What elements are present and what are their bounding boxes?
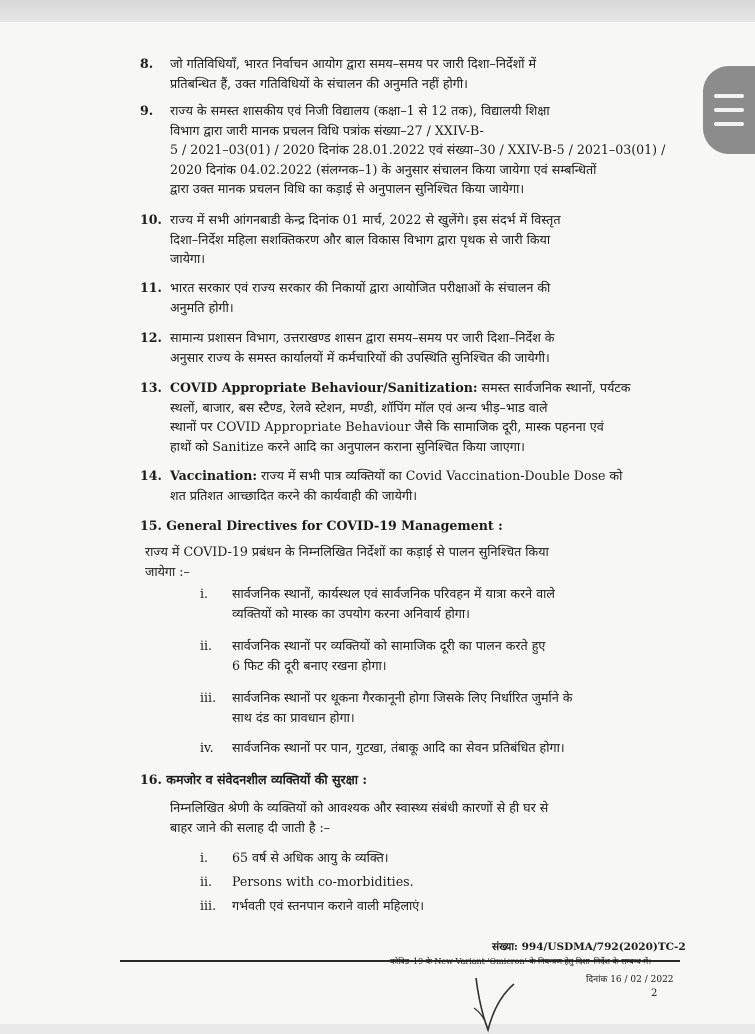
document-page xyxy=(0,22,755,1024)
item-12-text xyxy=(170,328,670,367)
item-number: 8. xyxy=(140,56,154,71)
section-15-heading: 15. General Directives for COVID-19 Management : xyxy=(140,518,503,533)
item-number: 12. xyxy=(140,330,162,345)
text-line: जो गतिविधियाँ, भारत निर्वाचन आयोग द्वारा समय–समय पर जारी दिशा–निर्देशों में xyxy=(170,56,537,71)
item-10-text xyxy=(170,210,670,269)
menu-handle-icon[interactable] xyxy=(703,66,755,154)
item-number: 14. xyxy=(140,468,162,483)
text-line: अनुमति होगी। xyxy=(170,299,234,315)
item-9-text xyxy=(170,101,670,199)
text-line: साथ दंड का प्रावधान होगा। xyxy=(232,709,355,725)
text-line: हाथों को Sanitize करने आदि का अनुपालन कराना सुनिश्चित किया जाएगा। xyxy=(170,438,525,454)
item-11-text xyxy=(170,278,670,317)
section-15-intro xyxy=(145,542,675,581)
section-16-sub-ii xyxy=(200,872,600,892)
section-16-intro xyxy=(170,798,680,837)
roman-numeral: iii. xyxy=(200,690,217,705)
text-line: जायेगा :– xyxy=(145,563,190,579)
text-line: 2020 दिनांक 04.02.2022 (संलग्नक–1) के अनुसार संचालन किया जायेगा एवं सम्बन्धितों xyxy=(170,161,597,177)
item-number: 11. xyxy=(140,280,162,295)
page-number: 2 xyxy=(651,988,658,999)
top-bar xyxy=(0,0,755,22)
roman-numeral: iii. xyxy=(200,898,217,913)
item-number: 13. xyxy=(140,380,162,395)
item-number: 10. xyxy=(140,212,162,227)
roman-numeral: ii. xyxy=(200,638,213,653)
section-15-sub-iii xyxy=(200,688,680,727)
roman-numeral: i. xyxy=(200,586,209,601)
roman-numeral: i. xyxy=(200,850,209,865)
text-line: 65 वर्ष से अधिक आयु के व्यक्ति। xyxy=(232,850,389,865)
footer-subject: कोविड–19 के New Variant 'Omicron' के नियन्त्रण हेतु दिशा–निर्देश के सम्बन्ध में। xyxy=(390,957,652,966)
text-line: अनुसार राज्य के समस्त कार्यालयों में कर्मचारियों की उपस्थिति सुनिश्चित की जायेगी। xyxy=(170,349,550,365)
text-line: भारत सरकार एवं राज्य सरकार की निकायों द्वारा आयोजित परीक्षाओं के संचालन की xyxy=(170,280,551,295)
signature-mark-icon xyxy=(470,974,530,1034)
item-8-text xyxy=(170,54,670,93)
roman-numeral: iv. xyxy=(200,740,214,755)
text-line: सार्वजनिक स्थानों पर थूकना गैरकानूनी होगा जिसके लिए निर्धारित जुर्माने के xyxy=(232,690,573,705)
text-line: राज्य में सभी पात्र व्यक्तियों का Covid Vaccination-Double Dose को xyxy=(257,468,623,483)
item-lead: COVID Appropriate Behaviour/Sanitization: xyxy=(170,380,478,395)
text-line: सार्वजनिक स्थानों पर पान, गुटखा, तंबाकू आदि का सेवन प्रतिबंधित होगा। xyxy=(232,740,565,755)
text-line: शत प्रतिशत आच्छादित करने की कार्यवाही की जायेगी। xyxy=(170,487,418,503)
item-13-text xyxy=(170,378,670,456)
text-line: सार्वजनिक स्थानों पर व्यक्तियों को सामाजिक दूरी का पालन करते हुए xyxy=(232,638,546,653)
text-line: 6 फिट की दूरी बनाए रखना होगा। xyxy=(232,657,387,673)
text-line: सार्वजनिक स्थानों, कार्यस्थल एवं सार्वजनिक परिवहन में यात्रा करने वाले xyxy=(232,586,555,601)
text-line: 5 / 2021–03(01) / 2020 दिनांक 28.01.2022 एवं संख्या–30 / XXIV-B-5 / 2021–03(01) / xyxy=(170,142,666,157)
text-line: जायेगा। xyxy=(170,251,206,266)
text-line: समस्त सार्वजनिक स्थानों, पर्यटक xyxy=(477,380,631,395)
text-line: स्थानों पर COVID Appropriate Behaviour जैसे कि सामाजिक दूरी, मास्क पहनना एवं xyxy=(170,419,604,434)
text-line: राज्य में COVID-19 प्रबंधन के निम्नलिखित निर्देशों का कड़ाई से पालन सुनिश्चित किया xyxy=(145,544,549,559)
text-line: गर्भवती एवं स्तनपान कराने वाली महिलाएं। xyxy=(232,898,424,913)
text-line: विभाग द्वारा जारी मानक प्रचलन विधि पत्रांक संख्या–27 / XXIV-B- xyxy=(170,122,484,138)
section-15-sub-iv xyxy=(200,738,680,758)
item-14-text xyxy=(170,466,670,505)
section-16-sub-iii xyxy=(200,896,600,916)
text-line: व्यक्तियों को मास्क का उपयोग करना अनिवार्य होगा। xyxy=(232,605,470,621)
section-16-sub-i xyxy=(200,848,600,868)
text-line: राज्य के समस्त शासकीय एवं निजी विद्यालय (कक्षा–1 से 12 तक), विद्यालयी शिक्षा xyxy=(170,103,550,118)
footer-reference-number: संख्या: 994/USDMA/792(2020)TC-2 xyxy=(492,941,686,953)
text-line: निम्नलिखित श्रेणी के व्यक्तियों को आवश्यक और स्वास्थ्य संबंधी कारणों से ही घर से xyxy=(170,800,549,815)
text-line: प्रतिबन्धित हैं, उक्त गतिविधियों के संचालन की अनुमति नहीं होगी। xyxy=(170,75,468,91)
roman-numeral: ii. xyxy=(200,874,213,889)
footer-date: दिनांक 16 / 02 / 2022 xyxy=(586,975,674,985)
section-15-sub-i xyxy=(200,584,680,623)
text-line: राज्य में सभी आंगनबाडी केन्द्र दिनांक 01 मार्च, 2022 से खुलेंगे। इस संदर्भ में विस्तृत xyxy=(170,212,561,227)
text-line: दिशा–निर्देश महिला सशक्तिकरण और बाल विकास विभाग द्वारा पृथक से जारी किया xyxy=(170,231,551,247)
item-number: 9. xyxy=(140,103,154,118)
section-16-heading: 16. कमजोर व संवेदनशील व्यक्तियों की सुरक्षा : xyxy=(140,772,368,787)
text-line: सामान्य प्रशासन विभाग, उत्तराखण्ड शासन द्वारा समय–समय पर जारी दिशा–निर्देश के xyxy=(170,330,555,345)
text-line: बाहर जाने की सलाह दी जाती है :– xyxy=(170,819,331,835)
text-line: स्थलों, बाजार, बस स्टैण्ड, रेलवे स्टेशन, मण्डी, शॉपिंग मॉल एवं अन्य भीड़–भाड वाले xyxy=(170,399,548,415)
item-lead: Vaccination: xyxy=(170,468,258,483)
section-15-sub-ii xyxy=(200,636,680,675)
text-line: Persons with co-morbidities. xyxy=(232,874,414,889)
text-line: द्वारा उक्त मानक प्रचलन विधि का कड़ाई से अनुपालन सुनिश्चित किया जायेगा। xyxy=(170,181,525,196)
